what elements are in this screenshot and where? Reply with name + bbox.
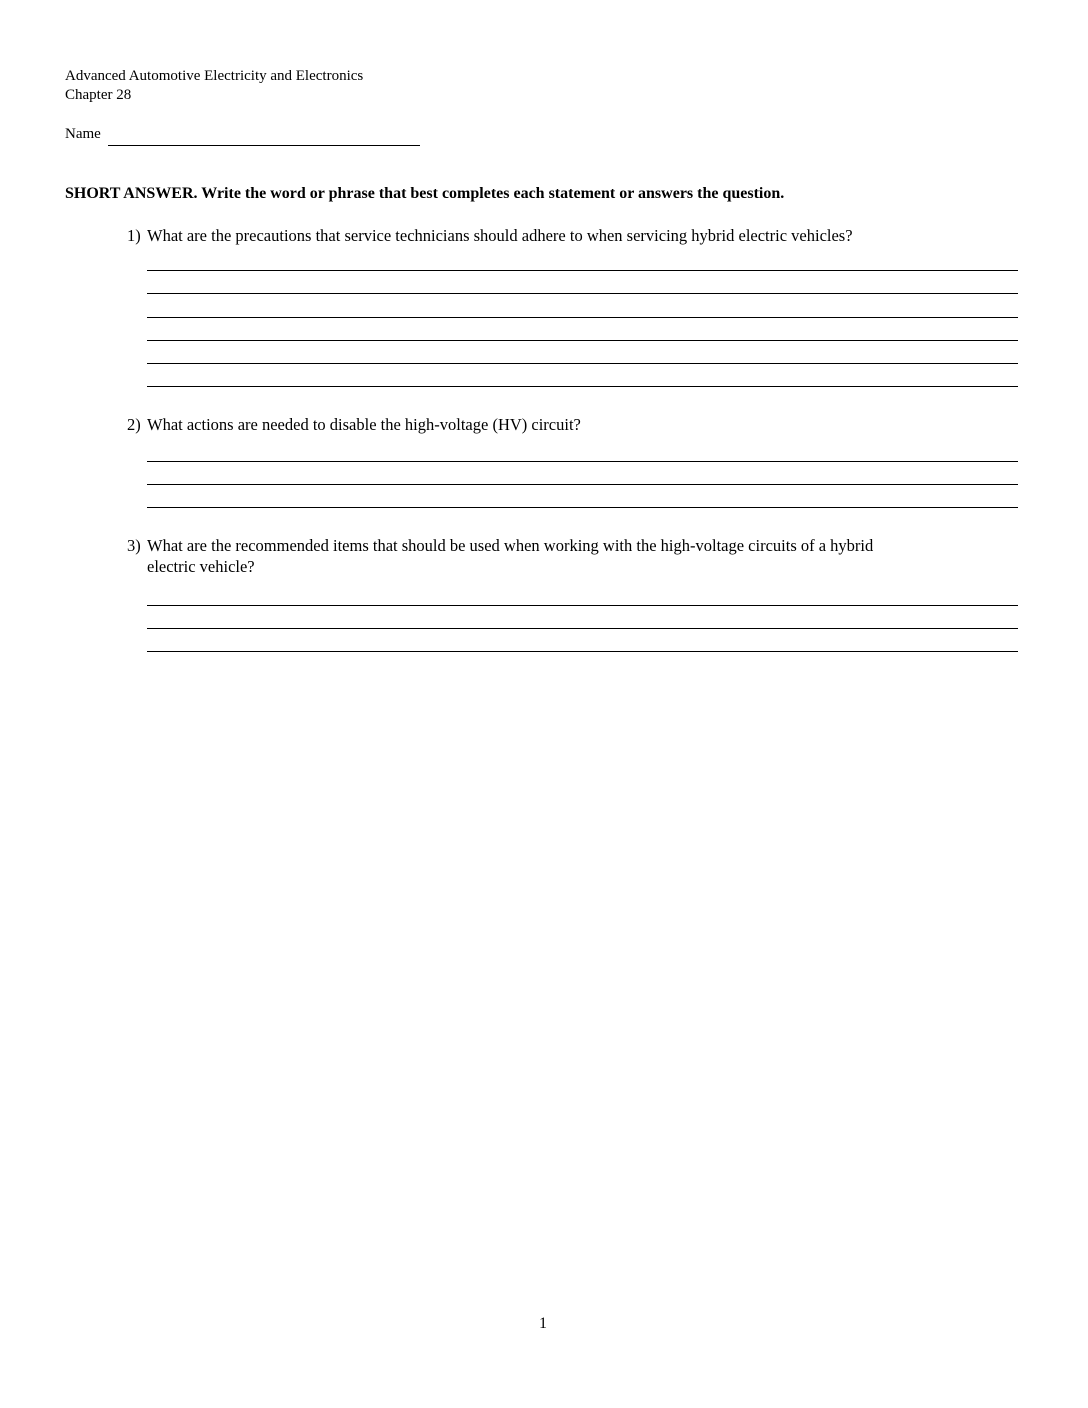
answer-line[interactable] [147,651,1018,652]
answer-line[interactable] [147,628,1018,629]
question-text: What are the precautions that service technicians should adhere to when servicing hybrid electric vehicles? [147,226,853,245]
course-title: Advanced Automotive Electricity and Electronics [65,68,364,84]
question-number: 2) [127,415,141,434]
answer-line[interactable] [147,461,1018,462]
answer-line[interactable] [147,270,1018,271]
name-label: Name [65,126,101,142]
question-number: 3) [127,536,141,555]
question-text-line1: What are the recommended items that should be used when working with the high-voltage circuits of a hybrid [147,536,874,555]
name-field-line[interactable] [108,145,420,146]
section-instructions: SHORT ANSWER. Write the word or phrase that best completes each statement or answers the question. [65,185,785,202]
answer-line[interactable] [147,363,1018,364]
question-text-line2: electric vehicle? [147,557,255,576]
chapter-label: Chapter 28 [65,87,132,103]
question-text: What actions are needed to disable the high-voltage (HV) circuit? [147,415,581,434]
answer-line[interactable] [147,317,1018,318]
answer-line[interactable] [147,293,1018,294]
answer-line[interactable] [147,484,1018,485]
page-number: 1 [539,1315,547,1332]
answer-line[interactable] [147,605,1018,606]
answer-line[interactable] [147,507,1018,508]
question-number: 1) [127,226,141,245]
answer-line[interactable] [147,386,1018,387]
answer-line[interactable] [147,340,1018,341]
